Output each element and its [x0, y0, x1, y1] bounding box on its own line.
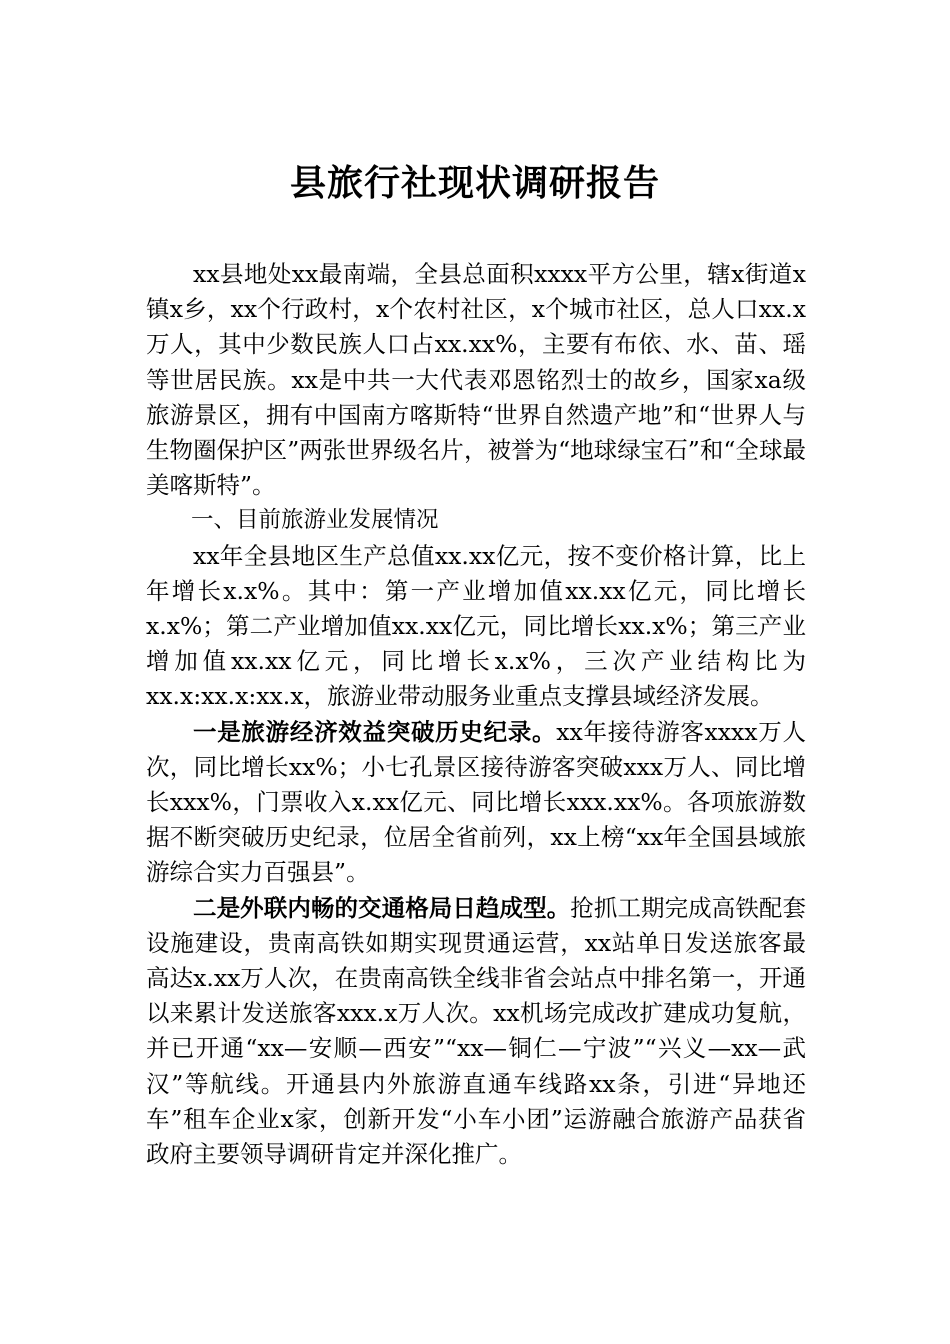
section-heading: 一、目前旅游业发展情况 [191, 507, 439, 534]
transport-lead: 二是外联内畅的交通格局日趋成型。 [193, 893, 571, 922]
economy-paragraph: xx年全县地区生产总值xx.xx亿元，按不变价格计算，比上年增长x.x%。其中：第一产业增加值xx.xx亿元，同比增长x.x%；第二产业增加值xx.xx亿元，同比增长xx.x%；第三产业增加值xx.xx亿元，同比增长x.x%，三次产业结构比为xx.x:xx.x:xx.x，旅游业带动服务业重点支撑县域经济发展。 [146, 541, 806, 711]
tourism-benefit-text: xx年接待游客xxxx万人次，同比增长xx%；小七孔景区接待游客突破xxx万人、同比增长xxx%，门票收入x.xx亿元、同比增长xxx.xx%。各项旅游数据不断突破历史纪录，位居全省前列，xx上榜“xx年全国县域旅游综合实力百强县”。 [146, 717, 806, 887]
document-title: 县旅行社现状调研报告 [289, 162, 660, 204]
transport-paragraph [146, 891, 806, 1173]
tourism-benefit-paragraph [146, 715, 806, 891]
document-body [146, 257, 806, 1172]
transport-text: 抢抓工期完成高铁配套设施建设，贵南高铁如期实现贯通运营，xx站单日发送旅客最高达x.xx万人次，在贵南高铁全线非省会站点中排名第一，开通以来累计发送旅客xxx.x万人次。xx机场完成改扩建成功复航，并已开通“xx—安顺—西安”“xx—铜仁—宁波”“兴义—xx—武汉”等航线。开通县内外旅游直通车线路xx条，引进“异地还车”租车企业x家，创新开发“小车小团”运游融合旅游产品获省政府主要领导调研肯定并深化推广。 [146, 893, 807, 1169]
tourism-benefit-lead: 一是旅游经济效益突破历史纪录。 [193, 717, 557, 746]
intro-paragraph: xx县地处xx最南端，全县总面积xxxx平方公里，辖x街道x镇x乡，xx个行政村，x个农村社区，x个城市社区，总人口xx.x万人，其中少数民族人口占xx.xx%，主要有布依、水、苗、瑶等世居民族。xx是中共一大代表邓恩铭烈士的故乡，国家xa级旅游景区，拥有中国南方喀斯特“世界自然遗产地”和“世界人与生物圈保护区”两张世界级名片，被誉为“地球绿宝石”和“全球最美喀斯特”。 [146, 260, 806, 500]
